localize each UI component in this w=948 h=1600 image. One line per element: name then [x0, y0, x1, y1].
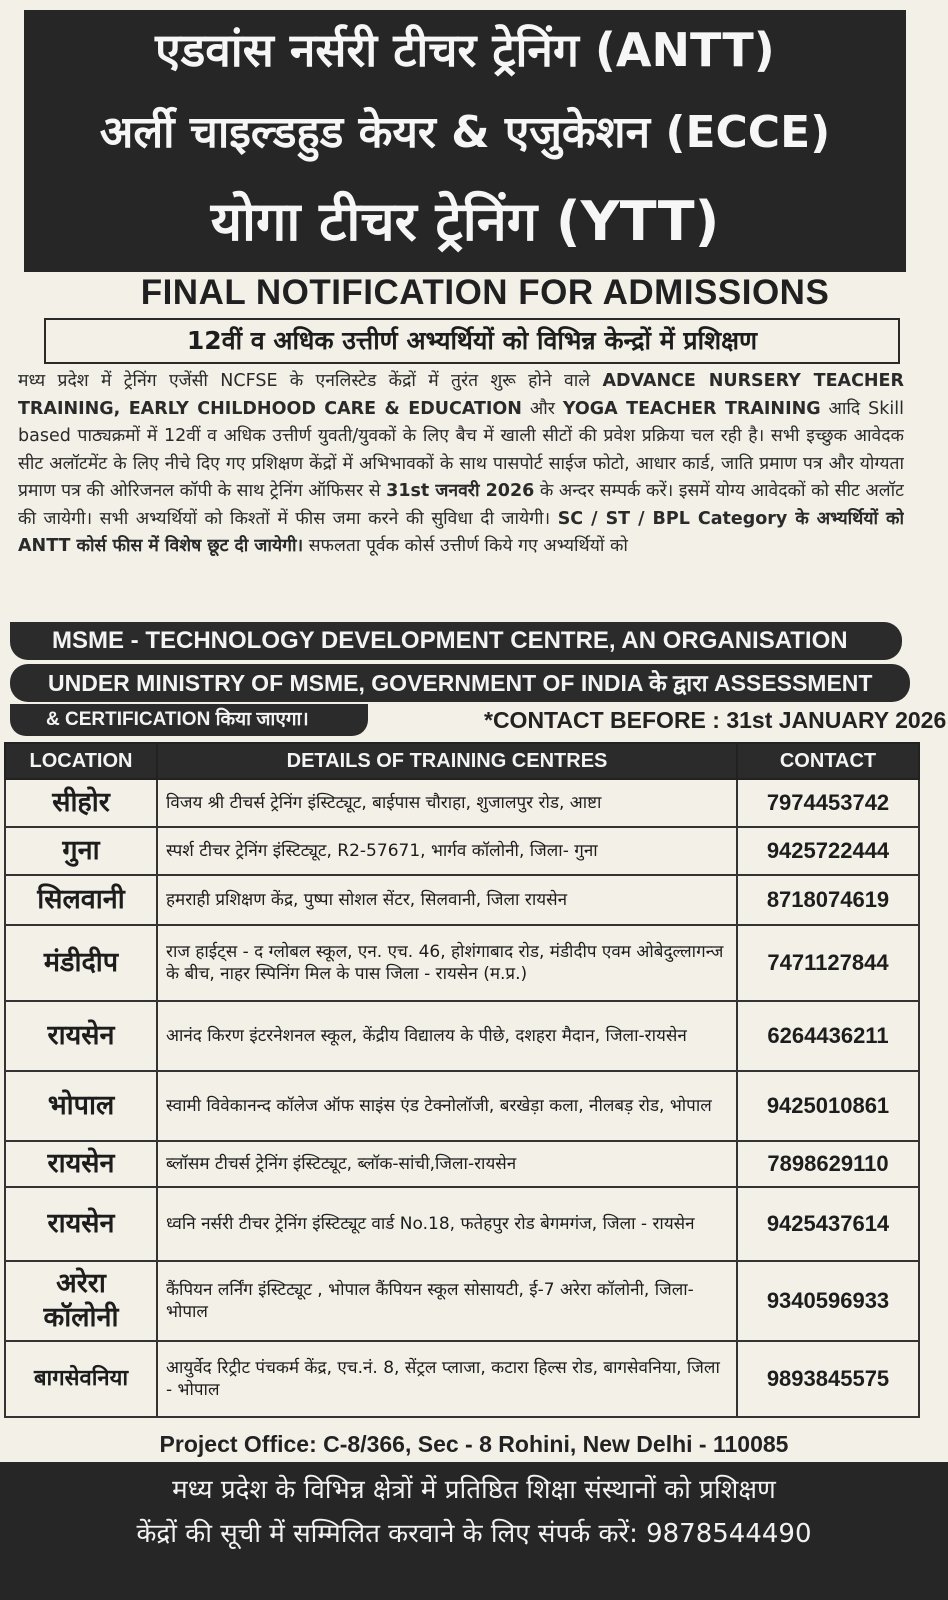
table-row	[5, 1141, 919, 1187]
row-location: गुना	[5, 827, 157, 875]
row-contact: 9425437614	[737, 1187, 919, 1261]
body-part-2-bold: YOGA TEACHER TRAINING	[562, 398, 821, 419]
table-row	[5, 1071, 919, 1141]
footer-banner	[0, 1462, 948, 1600]
table-row	[5, 779, 919, 827]
row-details: आयुर्वेद रिट्रीट पंचकर्म केंद्र, एच.नं. 8, सेंट्रल प्लाजा, कटारा हिल्स रोड, बागसेवनिया, जिला - भोपाल	[157, 1341, 737, 1417]
body-part-3: आदि Skill based पाठ्यक्रमों में 12वीं व अधिक उत्तीर्ण युवती/युवकों के लिए बैच में खाली सीटों की प्रवेश प्रक्रिया चल रही है। सभी इच्छुक आवेदक सीट अलॉटमेंट के लिए नीचे दिए गए प्रशिक्षण केंद्रों में अभिभावकों के साथ पासपोर्ट साईज फोटो, आधार कार्ड, जाति प्रमाण पत्र और योग्यता प्रमाण पत्र की ओरिजनल कॉपी के साथ ट्रेनिंग ऑफिसर से	[18, 398, 904, 501]
body-part-2: और	[529, 398, 555, 419]
body-part-5: सफलता पूर्वक कोर्स उत्तीर्ण किये गए अभ्यर्थियों को	[308, 536, 628, 556]
row-location: रायसेन	[5, 1141, 157, 1187]
msme-band-line-3: & CERTIFICATION किया जाएगा।	[10, 704, 368, 736]
table-row	[5, 827, 919, 875]
row-contact: 9425010861	[737, 1071, 919, 1141]
row-location: भोपाल	[5, 1071, 157, 1141]
row-details: ध्वनि नर्सरी टीचर ट्रेनिंग इंस्टिट्यूट वार्ड No.18, फतेहपुर रोड बेगमगंज, जिला - रायसेन	[157, 1187, 737, 1261]
row-contact: 7471127844	[737, 925, 919, 1001]
header-banner	[24, 10, 906, 272]
row-contact: 9893845575	[737, 1341, 919, 1417]
footer-line-2: केंद्रों की सूची में सम्मिलित करवाने के लिए संपर्क करें: 9878544490	[136, 1519, 812, 1549]
row-details: ब्लॉसम टीचर्स ट्रेनिंग इंस्टिट्यूट, ब्लॉक-सांची,जिला-रायसेन	[157, 1141, 737, 1187]
row-details: हमराही प्रशिक्षण केंद्र, पुष्पा सोशल सेंटर, सिलवानी, जिला रायसेन	[157, 875, 737, 925]
training-centres-table	[4, 742, 920, 1418]
footer-line-1: मध्य प्रदेश के विभिन्न क्षेत्रों में प्रतिष्ठित शिक्षा संस्थानों को प्रशिक्षण	[172, 1475, 776, 1505]
row-details: कैंपियन लर्निंग इंस्टिट्यूट , भोपाल कैंपियन स्कूल सोसायटी, ई-7 अरेरा कॉलोनी, जिला-भोपाल	[157, 1261, 737, 1341]
header-title-ecce: अर्ली चाइल्डहुड केयर & एजुकेशन (ECCE)	[99, 107, 831, 158]
row-contact: 9425722444	[737, 827, 919, 875]
column-header-details: DETAILS OF TRAINING CENTRES	[157, 743, 737, 779]
table-row	[5, 1341, 919, 1417]
row-details: स्पर्श टीचर ट्रेनिंग इंस्टिट्यूट, R2-57671, भार्गव कॉलोनी, जिला- गुना	[157, 827, 737, 875]
body-part-3-bold: 31st जनवरी 2026	[386, 481, 535, 501]
contact-before-deadline: *CONTACT BEFORE : 31st JANUARY 2026	[484, 707, 947, 733]
column-header-location: LOCATION	[5, 743, 157, 779]
row-location: अरेरा कॉलोनी	[5, 1261, 157, 1341]
row-contact: 6264436211	[737, 1001, 919, 1071]
row-location: सिलवानी	[5, 875, 157, 925]
body-part-4-bold: SC / ST / BPL Category के अभ्यर्थियों को ANTT कोर्स फीस में विशेष छूट दी जायेगी।	[18, 508, 904, 556]
row-location: रायसेन	[5, 1187, 157, 1261]
row-location: सीहोर	[5, 779, 157, 827]
table-header-row	[5, 743, 919, 779]
table-row	[5, 1187, 919, 1261]
row-location: रायसेन	[5, 1001, 157, 1071]
msme-band-line-2: UNDER MINISTRY OF MSME, GOVERNMENT OF INDIA के द्वारा ASSESSMENT	[10, 664, 910, 702]
project-office-address: Project Office: C-8/366, Sec - 8 Rohini, New Delhi - 110085	[159, 1431, 789, 1457]
body-part-4: के अन्दर सम्पर्क करें। इसमें योग्य आवेदकों को सीट अलॉट की जायेगी। सभी अभ्यर्थियों को किश्तों में फीस जमा करने की सुविधा दी जायेगी।	[18, 481, 904, 529]
row-contact: 7898629110	[737, 1141, 919, 1187]
table-row	[5, 1261, 919, 1341]
column-header-contact: CONTACT	[737, 743, 919, 779]
table-row	[5, 1001, 919, 1071]
msme-band-line-1: MSME - TECHNOLOGY DEVELOPMENT CENTRE, AN ORGANISATION	[10, 622, 902, 660]
row-details: स्वामी विवेकानन्द कॉलेज ऑफ साइंस एंड टेक्नोलॉजी, बरखेड़ा कला, नीलबड़ रोड, भोपाल	[157, 1071, 737, 1141]
body-part-1: मध्य प्रदेश में ट्रेनिंग एजेंसी NCFSE के एनलिस्टेड केंद्रों में तुरंत शुरू होने वाले	[18, 371, 591, 391]
row-details: राज हाईट्स - द ग्लोबल स्कूल, एन. एच. 46, होशंगाबाद रोड, मंडीदीप एवम ओबेदुल्लागन्ज के बीच, नाहर स्पिनिंग मिल के पास जिला - रायसेन (म.प्र.)	[157, 925, 737, 1001]
header-title-ytt: योगा टीचर ट्रेनिंग (YTT)	[210, 190, 720, 253]
row-details: आनंद किरण इंटरनेशनल स्कूल, केंद्रीय विद्यालय के पीछे, दशहरा मैदान, जिला-रायसेन	[157, 1001, 737, 1071]
training-subheading: 12वीं व अधिक उत्तीर्ण अभ्यर्थियों को विभिन्न केन्द्रों में प्रशिक्षण	[44, 318, 900, 364]
row-location: मंडीदीप	[5, 925, 157, 1001]
row-location: बागसेवनिया	[5, 1341, 157, 1417]
row-contact: 9340596933	[737, 1261, 919, 1341]
body-part-1-bold: ADVANCE NURSERY TEACHER TRAINING, EARLY CHILDHOOD CARE & EDUCATION	[18, 371, 904, 419]
row-contact: 8718074619	[737, 875, 919, 925]
row-contact: 7974453742	[737, 779, 919, 827]
table-row	[5, 875, 919, 925]
row-details: विजय श्री टीचर्स ट्रेनिंग इंस्टिट्यूट, बाईपास चौराहा, शुजालपुर रोड, आष्टा	[157, 779, 737, 827]
notice-body-text	[18, 368, 904, 618]
header-title-antt: एडवांस नर्सरी टीचर ट्रेनिंग (ANTT)	[155, 23, 775, 77]
final-notification-heading: FINAL NOTIFICATION FOR ADMISSIONS	[140, 273, 830, 312]
table-row	[5, 925, 919, 1001]
